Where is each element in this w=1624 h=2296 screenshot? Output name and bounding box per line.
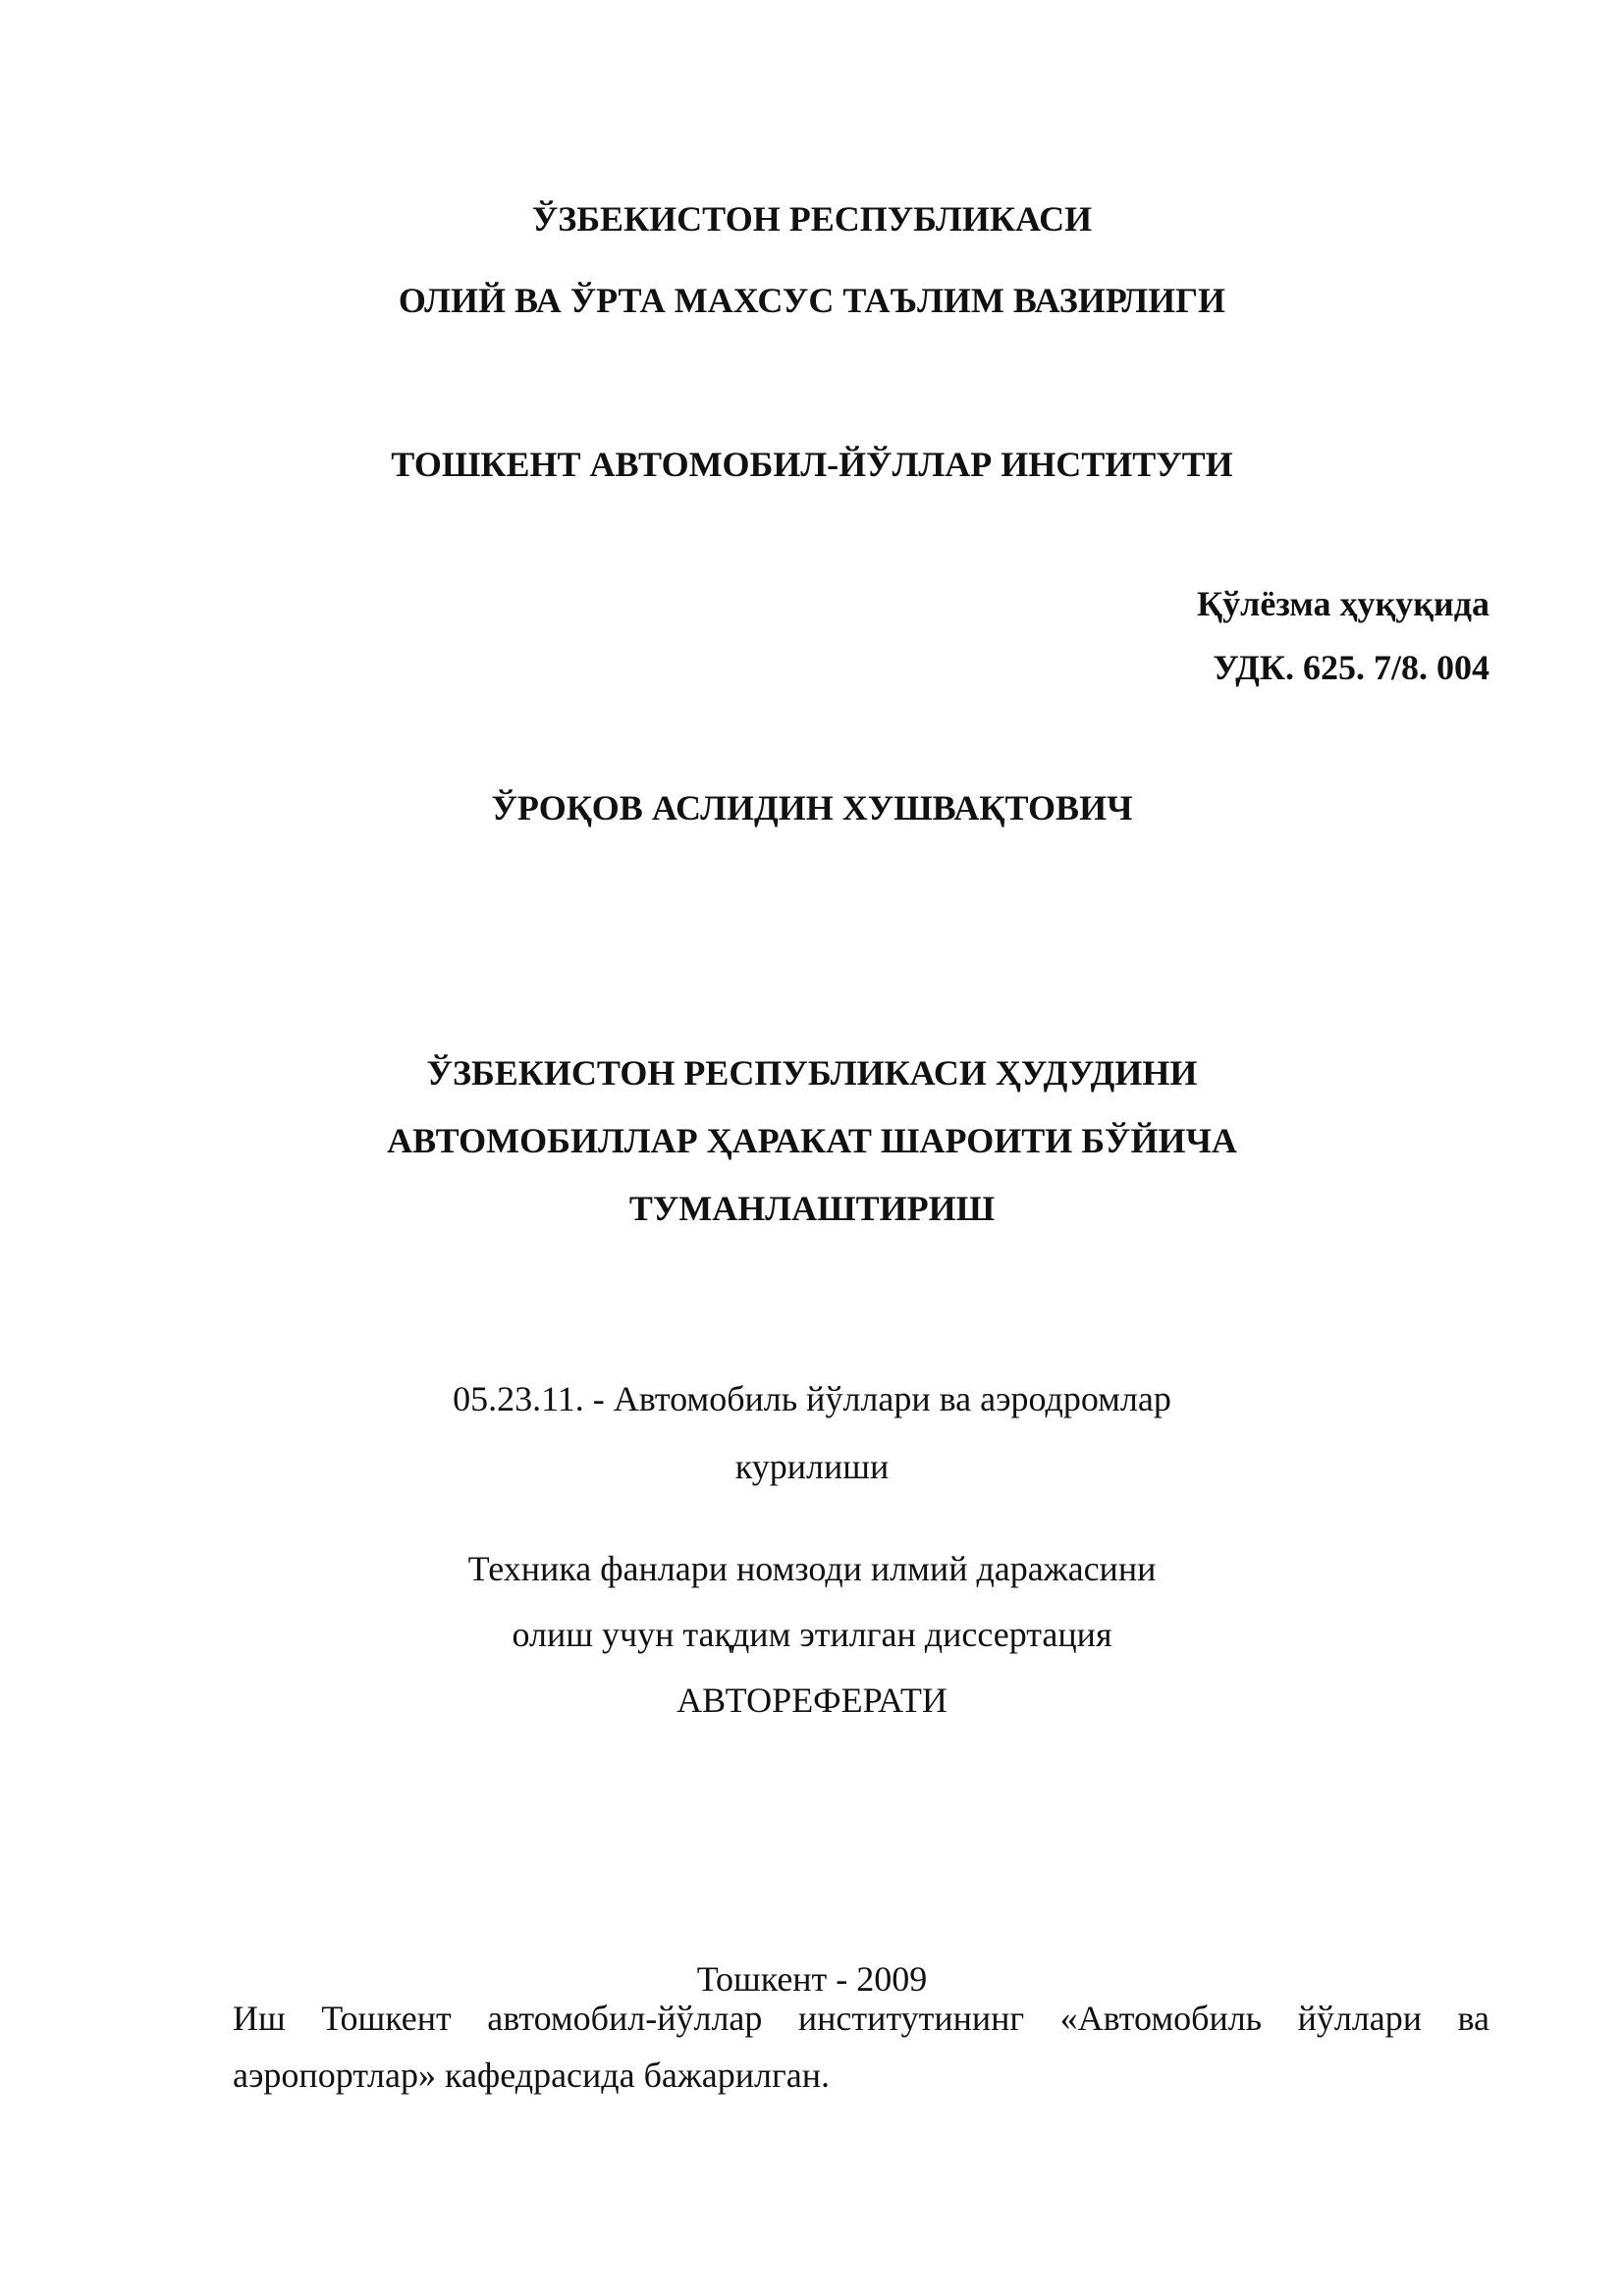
work-performed-note: Иш Тошкент автомобил-йўллар институтининг «Автомобиль йўллари ва аэропортлар» кафедрасида бажарилган. <box>233 1999 1489 2095</box>
abstract-label: АВТОРЕФЕРАТИ <box>677 1681 947 1720</box>
specialty-line-1: 05.23.11. - Автомобиль йўллари ва аэродромлар <box>453 1379 1171 1418</box>
degree-line-1: Техника фанлари номзоди илмий даражасини <box>467 1549 1157 1588</box>
dissertation-title-line-2: АВТОМОБИЛЛАР ҲАРАКАТ ШАРОИТИ БЎЙИЧА <box>387 1121 1237 1160</box>
author-name: ЎРОҚОВ АСЛИДИН ХУШВАҚТОВИЧ <box>491 788 1133 828</box>
degree-line-2: олиш учун тақдим этилган диссертация <box>512 1615 1112 1654</box>
country-heading: ЎЗБЕКИСТОН РЕСПУБЛИКАСИ <box>531 199 1093 239</box>
udk-code: УДК. 625. 7/8. 004 <box>1213 648 1489 687</box>
institute-heading: ТОШКЕНТ АВТОМОБИЛ-ЙЎЛЛАР ИНСТИТУТИ <box>391 445 1233 484</box>
manuscript-rights-label: Қўлёзма ҳуқуқида <box>1197 584 1489 623</box>
specialty-line-2: курилиши <box>734 1447 890 1486</box>
dissertation-title-line-1: ЎЗБЕКИСТОН РЕСПУБЛИКАСИ ҲУДУДИНИ <box>426 1053 1198 1093</box>
dissertation-title-line-3: ТУМАНЛАШТИРИШ <box>628 1189 996 1228</box>
place-year: Тошкент - 2009 <box>696 1959 928 1999</box>
ministry-heading: ОЛИЙ ВА ЎРТА МАХСУС ТАЪЛИМ ВАЗИРЛИГИ <box>398 281 1226 320</box>
